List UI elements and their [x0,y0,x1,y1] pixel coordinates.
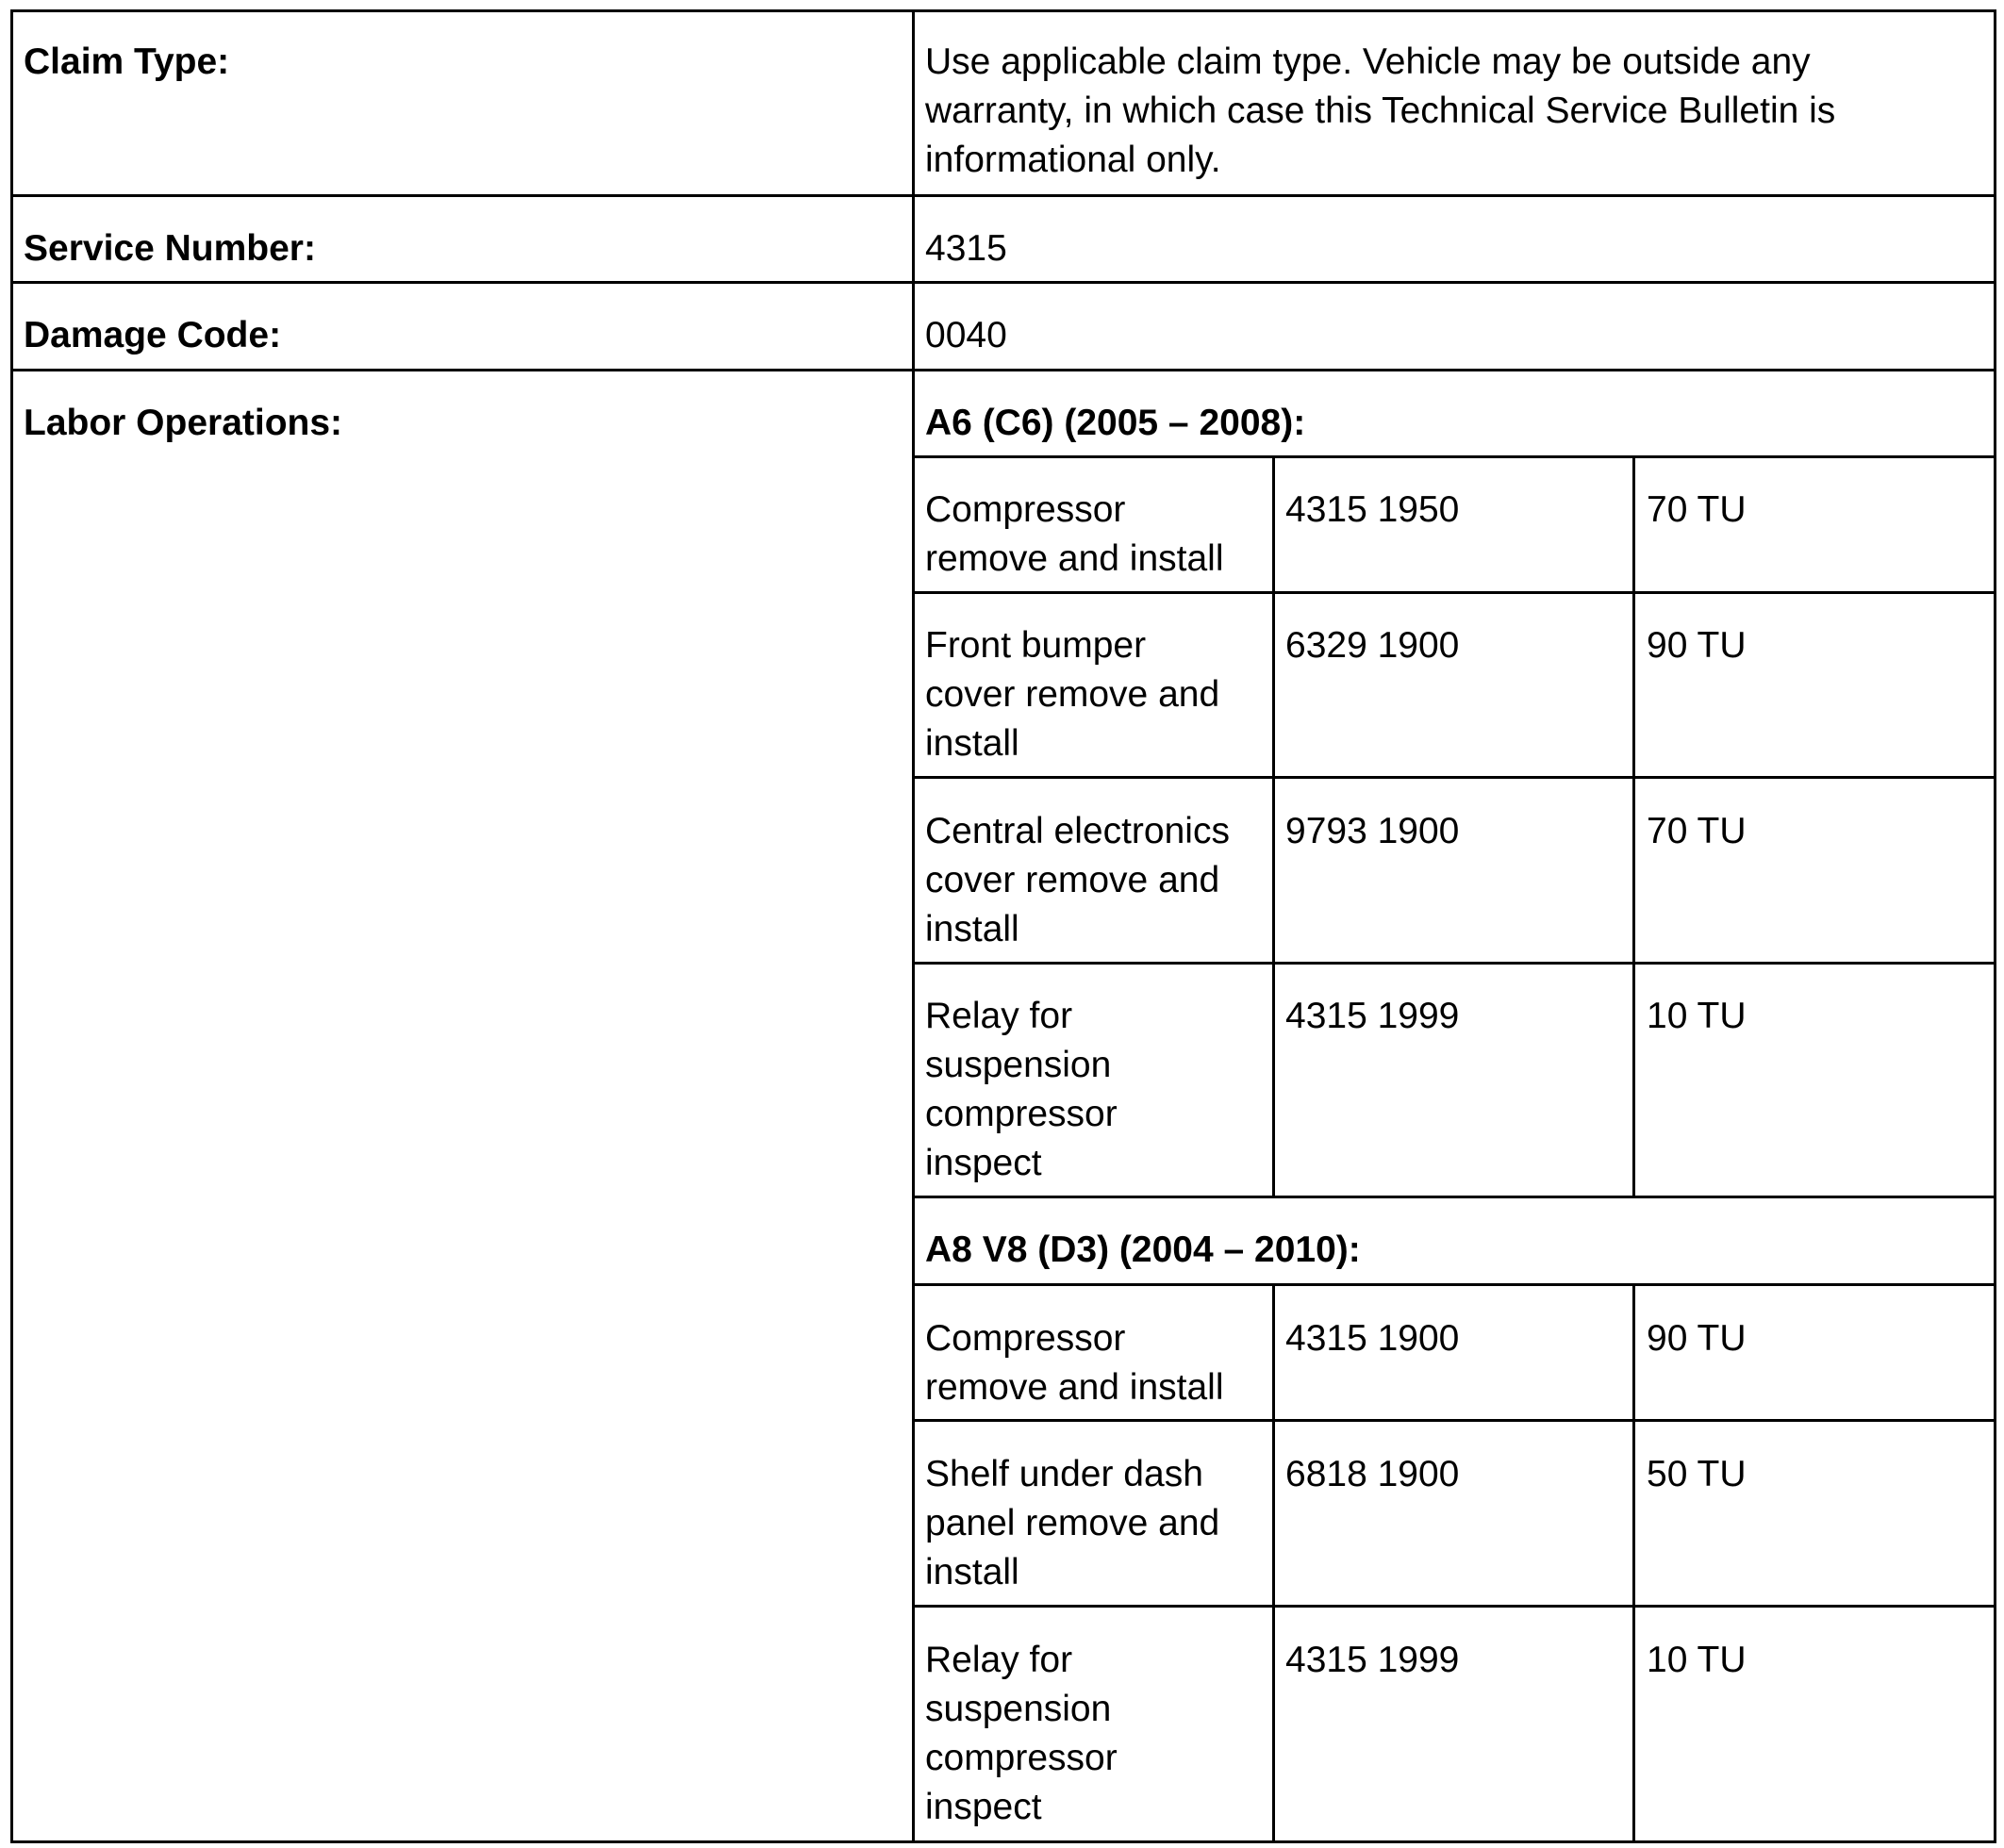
a8-code-column-divider [1272,1283,1275,1843]
group-heading-a6: A6 (C6) (2005 – 2008): [925,403,1306,443]
group-a8-heading-divider [912,1283,1996,1286]
row-divider-damage-code [10,369,1996,371]
a6-row-4-code: 4315 1999 [1285,996,1460,1036]
a8-row-2-time: 50 TU [1647,1454,1747,1494]
row-divider-service-number [10,281,1996,284]
a6-code-column-divider [1272,455,1275,1198]
group-heading-a8: A8 V8 (D3) (2004 – 2010): [925,1229,1361,1270]
table-border-top [10,9,1996,12]
row-divider-claim-type [10,194,1996,197]
a8-row-1-time: 90 TU [1647,1318,1747,1359]
a6-row-3-operation: Central electronics cover remove and install [925,811,1230,949]
a6-row-2-divider [912,776,1996,779]
table-border-left [10,9,13,1843]
a8-row-1-code: 4315 1900 [1285,1318,1460,1359]
a6-row-2-operation: Front bumper cover remove and install [925,625,1220,764]
a8-row-1-operation: Compressor remove and install [925,1318,1224,1408]
a6-row-2-code: 6329 1900 [1285,625,1460,666]
a6-row-1-time: 70 TU [1647,489,1747,530]
a8-row-3-code: 4315 1999 [1285,1640,1460,1680]
a6-row-1-divider [912,591,1996,594]
a8-time-column-divider [1632,1283,1635,1843]
a6-row-4-time: 10 TU [1647,996,1747,1036]
a8-row-2-divider [912,1605,1996,1608]
claim-type-value: Use applicable claim type. Vehicle may be outside any warranty, in which case this Technical Service Bulletin is informational only. [925,41,1836,180]
labor-operations-label: Labor Operations: [24,403,343,443]
a6-row-4-operation: Relay for suspension compressor inspect [925,996,1118,1183]
a6-time-column-divider [1632,455,1635,1198]
a6-row-3-time: 70 TU [1647,811,1747,851]
a6-row-3-code: 9793 1900 [1285,811,1460,851]
damage-code-value: 0040 [925,315,1007,355]
a6-row-2-time: 90 TU [1647,625,1747,666]
service-number-value: 4315 [925,228,1007,269]
table-border-bottom [10,1840,1996,1843]
service-number-label: Service Number: [24,228,316,269]
a8-row-3-operation: Relay for suspension compressor inspect [925,1640,1118,1827]
group-a6-heading-divider [912,455,1996,458]
a6-row-3-divider [912,962,1996,965]
a8-row-1-divider [912,1419,1996,1422]
a6-row-4-divider [912,1196,1996,1198]
a8-row-3-time: 10 TU [1647,1640,1747,1680]
a8-row-2-code: 6818 1900 [1285,1454,1460,1494]
damage-code-label: Damage Code: [24,315,282,355]
table-border-right [1994,9,1996,1843]
a6-row-1-code: 4315 1950 [1285,489,1460,530]
a6-row-1-operation: Compressor remove and install [925,489,1224,579]
claim-type-label: Claim Type: [24,41,230,82]
label-column-divider [912,9,915,1843]
a8-row-2-operation: Shelf under dash panel remove and install [925,1454,1220,1592]
